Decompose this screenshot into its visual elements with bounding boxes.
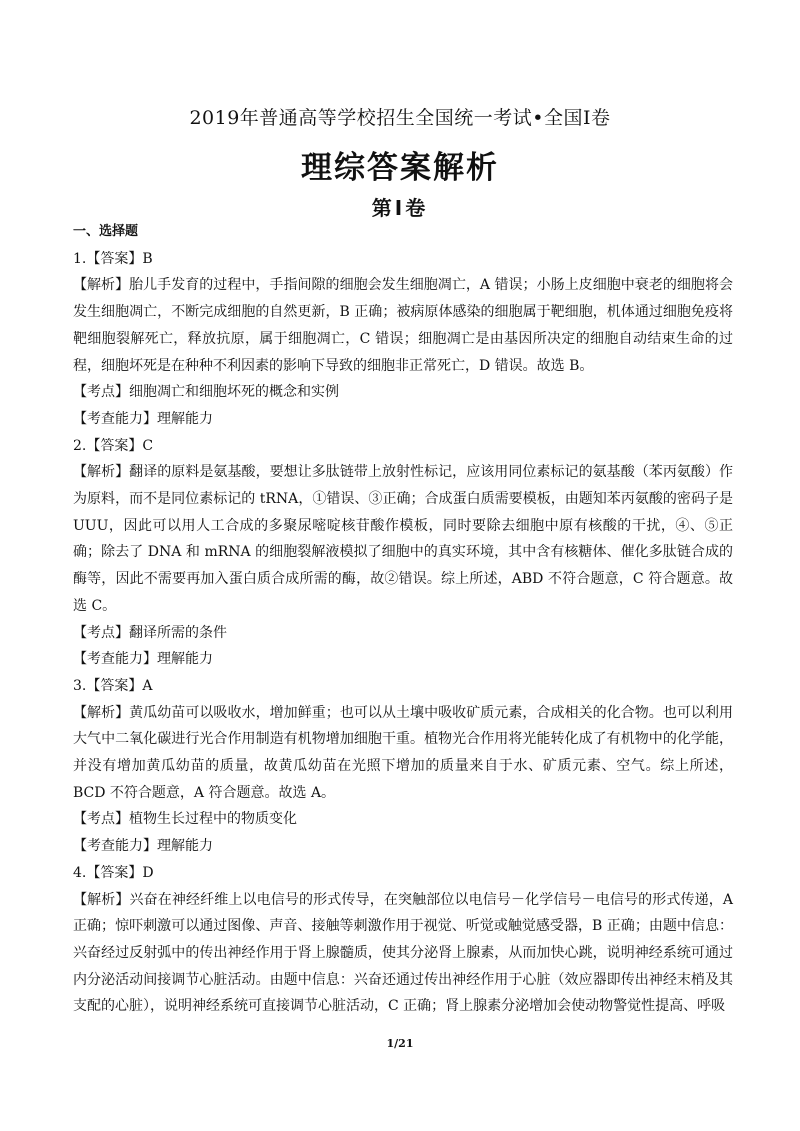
q1-point: 【考点】细胞凋亡和细胞坏死的概念和实例 bbox=[73, 384, 339, 401]
main-title: 理综答案解析 bbox=[301, 150, 499, 186]
q1-ability: 【考查能力】理解能力 bbox=[73, 410, 213, 427]
q3-ability: 【考查能力】理解能力 bbox=[73, 838, 213, 855]
page-number: 1/21 bbox=[386, 1037, 414, 1050]
q3-point: 【考点】植物生长过程中的物质变化 bbox=[73, 811, 297, 828]
q2-point: 【考点】翻译所需的条件 bbox=[73, 624, 227, 641]
q4-answer: 4.【答案】D bbox=[73, 864, 154, 881]
exam-title: 2019年普通高等学校招生全国统一考试•全国I卷 bbox=[189, 107, 611, 129]
document-body bbox=[73, 219, 733, 1020]
q3-analysis: 【解析】黄瓜幼苗可以吸收水，增加鲜重；也可以从土壤中吸收矿质元素，合成相关的化合物。也可以利用大气中二氧化碳进行光合作用制造有机物增加细胞干重。植物光合作用将光能转化成了有机物中的化学能，并没有增加黄瓜幼苗的质量，故黄瓜幼苗在光照下增加的质量来自于水、矿质元素、空气。综上所述，BCD 不符合题意，A 符合题意。故选 A。 bbox=[73, 704, 733, 801]
q2-ability: 【考查能力】理解能力 bbox=[73, 651, 213, 668]
volume-title: 第Ⅰ卷 bbox=[371, 196, 429, 220]
section-title: 一、选择题 bbox=[73, 224, 139, 239]
q1-analysis: 【解析】胎儿手发育的过程中，手指间隙的细胞会发生细胞凋亡，A 错误；小肠上皮细胞中衰老的细胞将会发生细胞凋亡，不断完成细胞的自然更新，B 正确；被病原体感染的细胞属于靶细胞，机体通过细胞免疫将靶细胞裂解死亡，释放抗原，属于细胞凋亡，C 错误；细胞凋亡是由基因所决定的细胞自动结束生命的过程，细胞坏死是在种种不利因素的影响下导致的细胞非正常死亡，D 错误。故选 B。 bbox=[73, 277, 733, 374]
q1-answer: 1.【答案】B bbox=[73, 250, 153, 267]
q2-answer: 2.【答案】C bbox=[73, 437, 154, 454]
q3-answer: 3.【答案】A bbox=[73, 677, 153, 694]
q2-analysis: 【解析】翻译的原料是氨基酸，要想让多肽链带上放射性标记，应该用同位素标记的氨基酸（苯丙氨酸）作为原料，而不是同位素标记的 tRNA，①错误、③正确；合成蛋白质需要模板，由题知苯丙氨酸的密码子是 UUU，因此可以用人工合成的多聚尿嘧啶核苷酸作模板，同时要除去细胞中原有核酸的干扰，④、⑤正确；除去了 DNA 和 mRNA 的细胞裂解液模拟了细胞中的真实环境，其中含有核糖体、催化多肽链合成的酶等，因此不需要再加入蛋白质合成所需的酶，故②错误。综上所述，ABD 不符合题意，C 符合题意。故选 C。 bbox=[73, 464, 733, 614]
q4-analysis: 【解析】兴奋在神经纤维上以电信号的形式传导，在突触部位以电信号－化学信号－电信号的形式传递，A 正确；惊吓刺激可以通过图像、声音、接触等刺激作用于视觉、听觉或触觉感受器，B 正确；由题中信息：兴奋经过反射弧中的传出神经作用于肾上腺髓质，使其分泌肾上腺素，从而加快心跳，说明神经系统可通过内分泌活动间接调节心脏活动。由题中信息：兴奋还通过传出神经作用于心脏（效应器即传出神经末梢及其支配的心脏），说明神经系统可直接调节心脏活动，C 正确；肾上腺素分泌增加会使动物警觉性提高、呼吸 bbox=[73, 891, 733, 1015]
